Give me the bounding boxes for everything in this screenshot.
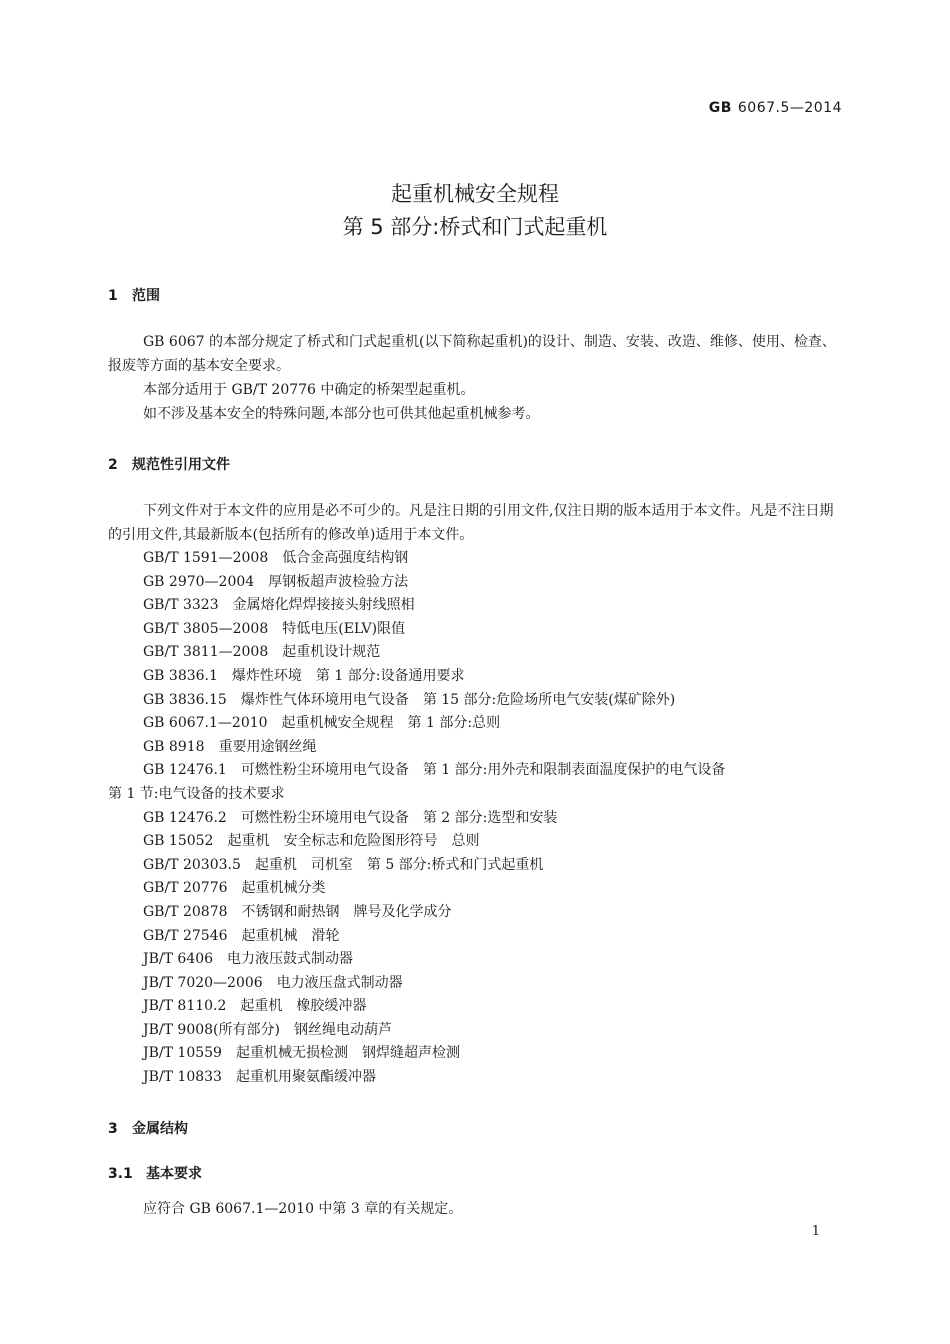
scope-paragraph-1: GB 6067 的本部分规定了桥式和门式起重机(以下简称起重机)的设计、制造、安装、改造、维修、使用、检查、报废等方面的基本安全要求。 — [108, 334, 836, 374]
section-2-heading — [108, 454, 230, 474]
reference-code: JB/T 6406 — [143, 951, 214, 968]
reference-name: 金属熔化焊焊接接头射线照相 — [232, 597, 415, 614]
reference-item — [108, 925, 843, 949]
title-line-2: 第 5 部分:桥式和门式起重机 — [342, 215, 608, 239]
reference-name: 电力液压鼓式制动器 — [227, 951, 354, 968]
reference-continuation: 第 1 节:电气设备的技术要求 — [108, 785, 285, 802]
reference-item — [108, 995, 843, 1019]
reference-item — [108, 877, 843, 901]
subsection-3-1-text: 应符合 GB 6067.1—2010 中第 3 章的有关规定。 — [143, 1201, 463, 1217]
section-1-body — [108, 330, 843, 426]
reference-item — [108, 618, 843, 642]
reference-item — [108, 830, 843, 854]
reference-code: JB/T 10833 — [143, 1069, 222, 1086]
section-title: 范围 — [132, 288, 160, 304]
reference-item — [108, 972, 843, 996]
reference-name: 重要用途钢丝绳 — [218, 738, 317, 755]
reference-code: GB/T 20303.5 — [143, 856, 241, 873]
subsection-3-1-heading — [108, 1163, 202, 1183]
section-number: 2 — [108, 457, 118, 473]
section-1-heading — [108, 285, 160, 305]
scope-paragraph-2: 本部分适用于 GB/T 20776 中确定的桥架型起重机。 — [143, 382, 475, 398]
reference-name: 起重机用聚氨酯缓冲器 — [235, 1069, 376, 1086]
reference-name: 钢丝绳电动葫芦 — [293, 1021, 392, 1038]
reference-name: 起重机 安全标志和危险图形符号 总则 — [227, 833, 480, 850]
reference-item — [108, 807, 843, 831]
standard-number: 6067.5—2014 — [737, 100, 842, 116]
reference-code: GB 12476.1 — [143, 762, 227, 779]
reference-code: GB 3836.15 — [143, 691, 227, 708]
section-title: 规范性引用文件 — [132, 457, 230, 473]
section-3-heading — [108, 1118, 188, 1138]
standard-prefix: GB — [708, 100, 732, 116]
reference-item — [108, 689, 843, 713]
reference-name: 起重机设计规范 — [282, 644, 381, 661]
reference-item — [108, 547, 843, 571]
reference-name: 起重机 橡胶缓冲器 — [240, 998, 367, 1015]
reference-code: GB 8918 — [143, 738, 205, 755]
section-number: 3 — [108, 1121, 118, 1137]
reference-name: 起重机械 滑轮 — [241, 927, 340, 944]
subsection-number: 3.1 — [108, 1166, 133, 1182]
reference-name: 可燃性粉尘环境用电气设备 第 1 部分:用外壳和限制表面温度保护的电气设备 — [240, 762, 726, 779]
reference-code: GB/T 20776 — [143, 880, 228, 897]
reference-name: 可燃性粉尘环境用电气设备 第 2 部分:选型和安装 — [240, 809, 558, 826]
reference-item — [108, 948, 843, 972]
reference-code: JB/T 9008(所有部分) — [143, 1021, 280, 1038]
reference-item — [108, 641, 843, 665]
reference-code: GB/T 3323 — [143, 597, 219, 614]
reference-item — [108, 594, 843, 618]
reference-code: GB 2970—2004 — [143, 573, 255, 590]
reference-code: GB 3836.1 — [143, 667, 218, 684]
reference-name: 电力液压盘式制动器 — [276, 974, 403, 991]
section-number: 1 — [108, 288, 118, 304]
reference-name: 爆炸性环境 第 1 部分:设备通用要求 — [231, 667, 465, 684]
scope-paragraph-3: 如不涉及基本安全的特殊问题,本部分也可供其他起重机械参考。 — [143, 406, 540, 422]
reference-name: 特低电压(ELV)限值 — [282, 620, 406, 637]
reference-item — [108, 759, 843, 783]
reference-name: 低合金高强度结构钢 — [282, 550, 409, 566]
reference-item — [108, 736, 843, 760]
reference-item — [108, 571, 843, 595]
reference-name: 起重机 司机室 第 5 部分:桥式和门式起重机 — [254, 856, 544, 873]
reference-name: 起重机械安全规程 第 1 部分:总则 — [281, 715, 501, 732]
reference-code: GB 15052 — [143, 833, 214, 850]
reference-code: GB/T 1591—2008 — [143, 550, 269, 566]
section-title: 金属结构 — [132, 1121, 188, 1137]
reference-name: 起重机械无损检测 钢焊缝超声检测 — [235, 1045, 460, 1062]
subsection-title: 基本要求 — [146, 1166, 202, 1182]
page-number: 1 — [811, 1224, 820, 1239]
reference-code: JB/T 8110.2 — [143, 998, 227, 1015]
reference-item — [108, 854, 843, 878]
reference-item — [108, 665, 843, 689]
reference-code: GB 12476.2 — [143, 809, 227, 826]
reference-item — [108, 1019, 843, 1043]
reference-name: 厚钢板超声波检验方法 — [268, 573, 409, 590]
reference-list — [108, 547, 843, 1090]
reference-item — [108, 712, 843, 736]
reference-code: GB/T 20878 — [143, 903, 228, 920]
title-line-1: 起重机械安全规程 — [391, 182, 559, 206]
reference-item — [108, 1042, 843, 1066]
reference-code: JB/T 7020—2006 — [143, 974, 263, 991]
reference-name: 不锈钢和耐热钢 牌号及化学成分 — [241, 903, 452, 920]
document-title — [0, 178, 950, 244]
references-intro: 下列文件对于本文件的应用是必不可少的。凡是注日期的引用文件,仅注日期的版本适用于本文件。凡是不注日期的引用文件,其最新版本(包括所有的修改单)适用于本文件。 — [108, 503, 834, 543]
reference-code: GB/T 3805—2008 — [143, 620, 269, 637]
reference-name: 爆炸性气体环境用电气设备 第 15 部分:危险场所电气安装(煤矿除外) — [240, 691, 676, 708]
reference-item — [108, 901, 843, 925]
reference-name: 起重机械分类 — [241, 880, 326, 897]
standard-code — [709, 100, 842, 116]
reference-code: JB/T 10559 — [143, 1045, 222, 1062]
reference-code: GB 6067.1—2010 — [143, 715, 268, 732]
reference-code: GB/T 3811—2008 — [143, 644, 269, 661]
reference-code: GB/T 27546 — [143, 927, 228, 944]
reference-item — [108, 1066, 843, 1090]
